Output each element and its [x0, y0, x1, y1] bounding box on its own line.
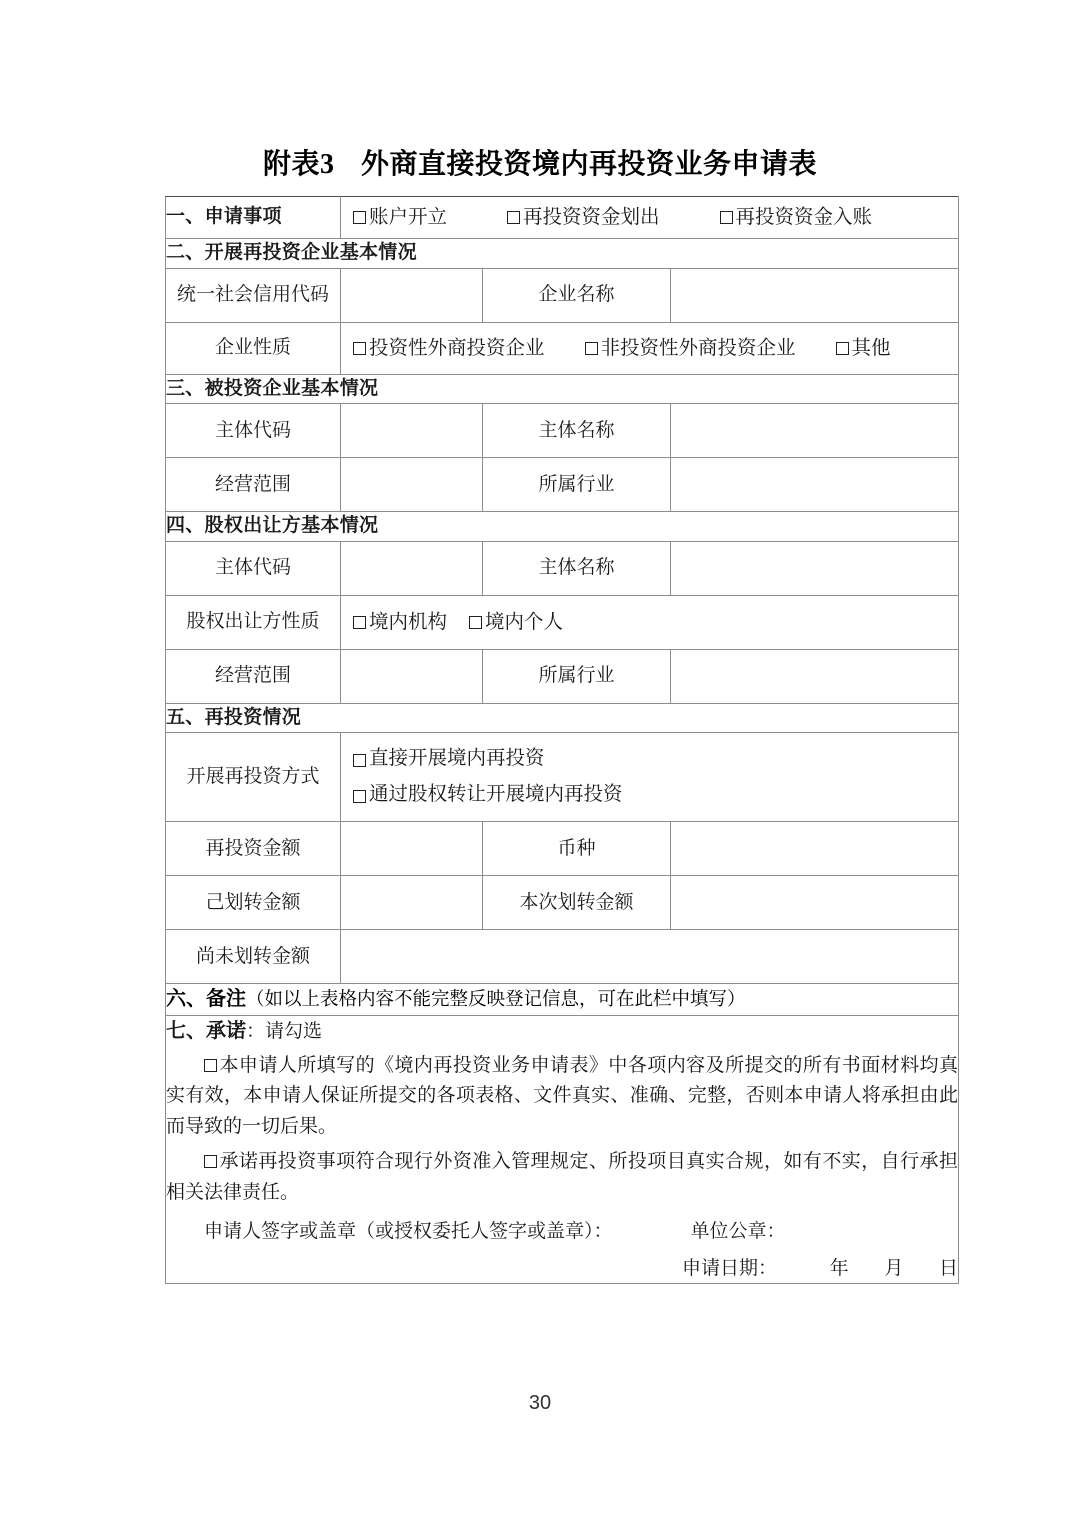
checkbox-icon[interactable] [507, 211, 520, 224]
table-row [166, 512, 959, 542]
label-reinvestment-method: 开展再投资方式 [166, 733, 341, 822]
checkbox-icon[interactable] [353, 790, 366, 803]
section7-pledge-cell [166, 1016, 959, 1284]
pledge-text-1: 本申请人所填写的《境内再投资业务申请表》中各项内容及所提交的所有书面材料均真实有效，本申请人保证所提交的各项表格、文件真实、准确、完整，否则本申请人将承担由此而导致的一切后果。 [166, 1054, 959, 1138]
table-row [166, 322, 959, 374]
label-investee-industry: 所属行业 [483, 458, 671, 512]
enterprise-nature-options [341, 328, 958, 369]
table-row [166, 595, 959, 649]
table-row [166, 1016, 959, 1284]
page-number: 30 [528, 1392, 552, 1414]
label-currency: 币种 [483, 822, 671, 876]
label-enterprise-nature: 企业性质 [166, 322, 341, 374]
label-enterprise-name: 企业名称 [483, 268, 671, 322]
page-title [0, 142, 1080, 182]
checkbox-option-direct-reinvestment[interactable] [353, 741, 958, 777]
label-transferor-entity-code: 主体代码 [166, 541, 341, 595]
application-date-row [166, 1255, 958, 1284]
table-row [166, 733, 959, 822]
checkbox-label: 其他 [851, 337, 891, 359]
table-row [166, 649, 959, 703]
field-transferor-entity-name[interactable] [671, 541, 959, 595]
checkbox-icon[interactable] [353, 211, 366, 224]
section1-heading: 一、申请事项 [166, 197, 341, 239]
label-transferor-nature: 股权出让方性质 [166, 595, 341, 649]
field-transferor-industry[interactable] [671, 649, 959, 703]
reinvestment-method-options [341, 733, 958, 821]
date-month-unit: 月 [884, 1257, 904, 1279]
label-transferor-entity-name: 主体名称 [483, 541, 671, 595]
date-year-unit: 年 [829, 1257, 849, 1279]
checkbox-label: 直接开展境内再投资 [369, 748, 545, 770]
table-row [166, 404, 959, 458]
checkbox-option-domestic-individual[interactable] [469, 608, 563, 637]
checkbox-icon[interactable] [204, 1059, 217, 1072]
label-unified-social-credit-code: 统一社会信用代码 [166, 268, 341, 322]
checkbox-option-reinvestment-inflow[interactable] [720, 203, 873, 232]
pledge-text-2: 承诺再投资事项符合现行外资准入管理规定、所投项目真实合规，如有不实，自行承担相关法律责任。 [166, 1150, 959, 1203]
label-remaining-amount: 尚未划转金额 [166, 930, 341, 984]
table-row [166, 197, 959, 239]
checkbox-label: 境内机构 [369, 611, 448, 633]
section6-note: （如以上表格内容不能完整反映登记信息，可在此栏中填写） [246, 990, 746, 1011]
table-row [166, 822, 959, 876]
pledge-item-1[interactable] [166, 1051, 958, 1143]
field-transferor-entity-code[interactable] [341, 541, 483, 595]
application-form-table [165, 196, 959, 1284]
section6-heading-text: 六、备注 [166, 988, 246, 1011]
section2-heading: 二、开展再投资企业基本情况 [166, 239, 959, 269]
label-transferred-amount: 己划转金额 [166, 876, 341, 930]
field-investee-industry[interactable] [671, 458, 959, 512]
label-transferor-business-scope: 经营范围 [166, 649, 341, 703]
label-transferor-industry: 所属行业 [483, 649, 671, 703]
checkbox-icon[interactable] [836, 342, 849, 355]
label-current-transfer-amount: 本次划转金额 [483, 876, 671, 930]
table-row [166, 374, 959, 404]
checkbox-option-account-opening[interactable] [353, 203, 447, 232]
table-row [166, 703, 959, 733]
label-investee-entity-code: 主体代码 [166, 404, 341, 458]
pledge-item-2[interactable] [166, 1147, 958, 1209]
field-remaining-amount[interactable] [341, 930, 959, 984]
checkbox-icon[interactable] [353, 616, 366, 629]
field-unified-social-credit-code[interactable] [341, 268, 483, 322]
field-currency[interactable] [671, 822, 959, 876]
checkbox-label: 账户开立 [369, 207, 448, 228]
checkbox-icon[interactable] [353, 342, 366, 355]
field-transferor-business-scope[interactable] [341, 649, 483, 703]
table-row [166, 930, 959, 984]
field-investee-business-scope[interactable] [341, 458, 483, 512]
application-date-label: 申请日期： [682, 1257, 778, 1279]
signature-row [166, 1218, 958, 1247]
checkbox-icon[interactable] [204, 1155, 217, 1168]
field-transferred-amount[interactable] [341, 876, 483, 930]
checkbox-label: 境内个人 [485, 611, 564, 633]
label-investee-business-scope: 经营范围 [166, 458, 341, 512]
section7-heading [166, 1016, 958, 1047]
field-enterprise-name[interactable] [671, 268, 959, 322]
section7-heading-sub: ：请勾选 [246, 1021, 323, 1043]
field-investee-entity-name[interactable] [671, 404, 959, 458]
applicant-signature-label: 申请人签字或盖章（或授权委托人签字或盖章）： [204, 1221, 613, 1243]
title-prefix: 附表 [262, 149, 320, 180]
title-main: 外商直接投资境内再投资业务申请表 [361, 149, 818, 180]
checkbox-option-non-investment-fie[interactable] [585, 334, 796, 363]
label-investee-entity-name: 主体名称 [483, 404, 671, 458]
transferor-nature-options [341, 602, 958, 643]
checkbox-icon[interactable] [720, 211, 733, 224]
field-investee-entity-code[interactable] [341, 404, 483, 458]
table-row [166, 876, 959, 930]
table-row [166, 984, 959, 1016]
section3-heading: 三、被投资企业基本情况 [166, 374, 959, 404]
checkbox-label: 通过股权转让开展境内再投资 [369, 784, 623, 806]
field-current-transfer-amount[interactable] [671, 876, 959, 930]
checkbox-option-equity-transfer-reinvestment[interactable] [353, 777, 958, 813]
company-seal-label: 单位公章： [690, 1221, 786, 1243]
checkbox-option-domestic-institution[interactable] [353, 608, 447, 637]
label-reinvestment-amount: 再投资金额 [166, 822, 341, 876]
checkbox-label: 再投资资金入账 [735, 207, 873, 228]
checkbox-option-investment-fie[interactable] [353, 334, 545, 363]
title-number: 3 [320, 149, 335, 180]
checkbox-label: 投资性外商投资企业 [369, 337, 545, 359]
checkbox-icon[interactable] [585, 342, 598, 355]
date-day-unit: 日 [939, 1257, 959, 1279]
table-row [166, 239, 959, 269]
table-row [166, 268, 959, 322]
checkbox-label: 非投资性外商投资企业 [600, 337, 796, 359]
section6-remarks-cell[interactable] [166, 984, 959, 1016]
table-row [166, 541, 959, 595]
section1-options [341, 197, 958, 238]
checkbox-icon[interactable] [469, 616, 482, 629]
section4-heading: 四、股权出让方基本情况 [166, 512, 959, 542]
section6-heading [166, 984, 958, 1015]
section7-heading-text: 七、承诺 [166, 1020, 246, 1043]
checkbox-option-other[interactable] [836, 334, 891, 363]
checkbox-icon[interactable] [353, 754, 366, 767]
checkbox-label: 再投资资金划出 [523, 207, 660, 228]
table-row [166, 458, 959, 512]
section1-options-cell [341, 197, 959, 239]
checkbox-option-reinvestment-outflow[interactable] [507, 203, 660, 232]
reinvestment-method-options-cell [341, 733, 959, 822]
field-reinvestment-amount[interactable] [341, 822, 483, 876]
section5-heading: 五、再投资情况 [166, 703, 959, 733]
section2-nature-options-cell [341, 322, 959, 374]
section4-nature-options-cell [341, 595, 959, 649]
